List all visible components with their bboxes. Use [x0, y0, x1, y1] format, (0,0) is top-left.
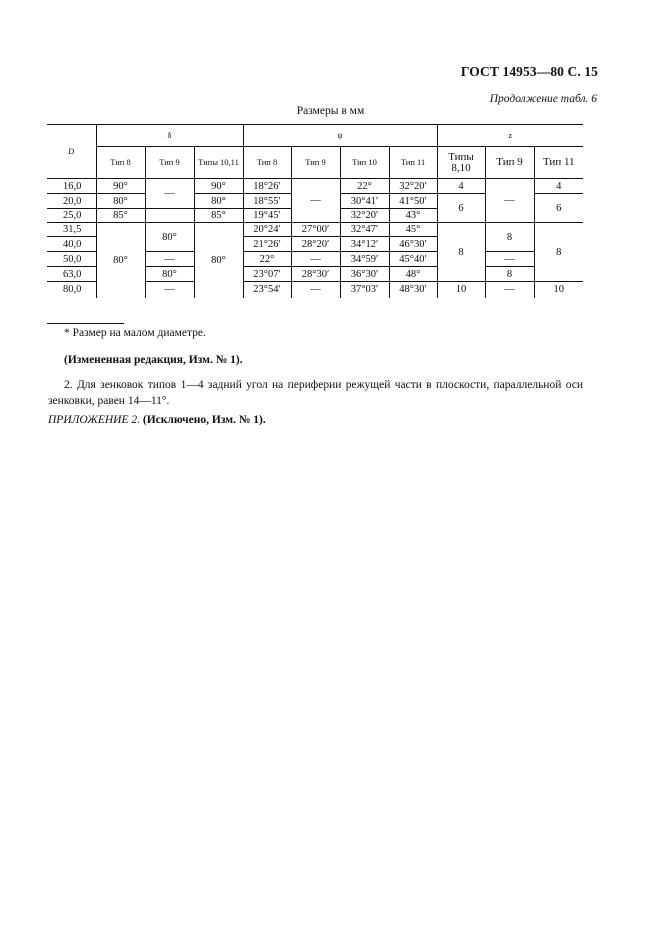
delta-t9-cell: — [145, 282, 194, 298]
psi-t9-cell: — [291, 179, 340, 223]
subheader: Тип 8 [96, 147, 145, 179]
delta-t8-cell: 80° [96, 194, 145, 209]
d-value: 25,0 [47, 209, 96, 223]
psi-t11-cell: 41°50′ [389, 194, 437, 209]
psi-t10-cell: 34°12′ [340, 237, 389, 252]
z-t9-cell: 8 [485, 223, 534, 252]
delta-t9-cell: — [145, 179, 194, 209]
z-t810-cell: 4 [437, 179, 485, 194]
delta-t9-cell: 80° [145, 223, 194, 252]
delta-t8-cell: 90° [96, 179, 145, 194]
psi-t11-cell: 45° [389, 223, 437, 237]
appendix-note [48, 414, 266, 426]
psi-t11-cell: 48° [389, 267, 437, 282]
data-table [47, 124, 583, 298]
psi-t11-cell: 46°30′ [389, 237, 437, 252]
psi-t10-cell: 34°59′ [340, 252, 389, 267]
col-header-D: D [47, 125, 96, 179]
paragraph-2: 2. Для зенковок типов 1—4 задний угол на периферии режущей части в плоскости, параллельной оси зенковки, равен 14—11°. [48, 379, 583, 407]
subheader: Тип 8 [243, 147, 291, 179]
footnote-rule [47, 323, 124, 324]
psi-t8-cell: 23°54′ [243, 282, 291, 298]
psi-t9-cell: — [291, 282, 340, 298]
psi-t11-cell: 45°40′ [389, 252, 437, 267]
appendix-text: (Исключено, Изм. № 1). [142, 414, 266, 426]
subheader: Тип 9 [291, 147, 340, 179]
delta-t9-cell: — [145, 252, 194, 267]
delta-t8-cell: 80° [96, 223, 145, 298]
group-header-delta: δ [96, 125, 243, 147]
psi-t11-cell: 32°20′ [389, 179, 437, 194]
psi-t8-cell: 18°55′ [243, 194, 291, 209]
subheader: Типы 10,11 [194, 147, 243, 179]
psi-t10-cell: 32°20′ [340, 209, 389, 223]
psi-t9-cell: 28°30′ [291, 267, 340, 282]
d-value: 50,0 [47, 252, 96, 267]
d-value: 16,0 [47, 179, 96, 194]
z-t9-cell: 8 [485, 267, 534, 282]
psi-t8-cell: 19°45′ [243, 209, 291, 223]
table-units: Размеры в мм [296, 105, 365, 117]
psi-t8-cell: 20°24′ [243, 223, 291, 237]
psi-t11-cell: 43° [389, 209, 437, 223]
psi-t9-cell: 28°20′ [291, 237, 340, 252]
delta-t9-cell: 80° [145, 267, 194, 282]
delta-t1011-cell: 80° [194, 223, 243, 298]
psi-t10-cell: 37°03′ [340, 282, 389, 298]
psi-t10-cell: 30°41′ [340, 194, 389, 209]
psi-t8-cell: 21°26′ [243, 237, 291, 252]
psi-t10-cell: 22° [340, 179, 389, 194]
psi-t9-cell: — [291, 252, 340, 267]
delta-t8-cell: 85° [96, 209, 145, 223]
z-t810-cell: 8 [437, 223, 485, 282]
psi-t10-cell: 32°47′ [340, 223, 389, 237]
delta-t1011-cell: 90° [194, 179, 243, 194]
amendment-note: (Измененная редакция, Изм. № 1). [64, 354, 243, 366]
d-value: 63,0 [47, 267, 96, 282]
psi-t8-cell: 22° [243, 252, 291, 267]
subheader: Тип 11 [534, 147, 583, 179]
z-t11-cell: 4 [534, 179, 583, 194]
d-value: 40,0 [47, 237, 96, 252]
delta-t1011-cell: 85° [194, 209, 243, 223]
delta-t1011-cell: 80° [194, 194, 243, 209]
z-t9-cell: — [485, 282, 534, 298]
subheader: Тип 11 [389, 147, 437, 179]
psi-t10-cell: 36°30′ [340, 267, 389, 282]
z-t11-cell: 6 [534, 194, 583, 223]
psi-t11-cell: 48°30′ [389, 282, 437, 298]
d-value: 31,5 [47, 223, 96, 237]
z-t11-cell: 8 [534, 223, 583, 282]
subheader: Тип 9 [145, 147, 194, 179]
group-header-psi: ψ [243, 125, 437, 147]
z-t9-cell: — [485, 252, 534, 267]
psi-t8-cell: 23°07′ [243, 267, 291, 282]
group-header-z: z [437, 125, 583, 147]
d-value: 20,0 [47, 194, 96, 209]
subheader: Тип 10 [340, 147, 389, 179]
psi-t9-cell: 27°00′ [291, 223, 340, 237]
table-continuation: Продолжение табл. 6 [489, 93, 597, 105]
page-header: ГОСТ 14953—80 С. 15 [460, 64, 598, 79]
appendix-label: ПРИЛОЖЕНИЕ 2. [48, 414, 140, 426]
z-t810-cell: 6 [437, 194, 485, 223]
z-t9-cell: — [485, 179, 534, 223]
subheader: Типы 8,10 [437, 147, 485, 179]
subheader: Тип 9 [485, 147, 534, 179]
footnote: * Размер на малом диаметре. [64, 327, 206, 339]
d-value: 80,0 [63, 284, 82, 296]
z-t11-cell: 10 [534, 282, 583, 298]
psi-t8-cell: 18°26′ [243, 179, 291, 194]
z-t810-cell: 10 [437, 282, 485, 298]
